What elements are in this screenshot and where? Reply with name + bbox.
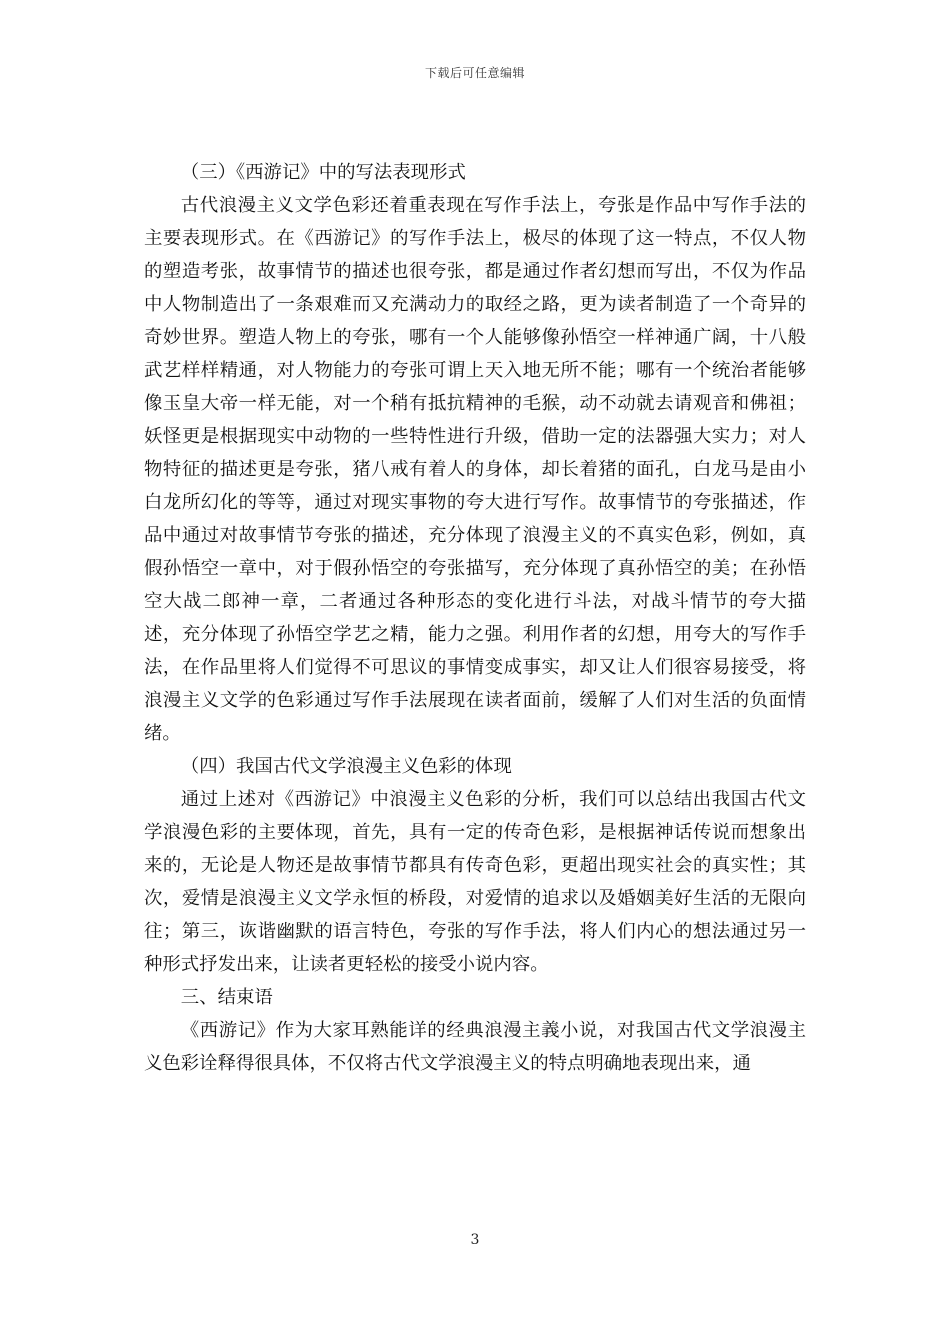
paragraph-conclusion: 《西游记》作为大家耳熟能详的经典浪漫主義小说，对我国古代文学浪漫主义色彩诠释得很具体，不仅将古代文学浪漫主义的特点明确地表现出来，通	[144, 1020, 806, 1074]
section-heading-4: （四）我国古代文学浪漫主义色彩的体现	[180, 756, 512, 777]
paragraph-writing-techniques: 古代浪漫主义文学色彩还着重表现在写作手法上，夸张是作品中写作手法的主要表现形式。在《西游记》的写作手法上，极尽的体现了这一特点，不仅人物的塑造考张，故事情节的描述也很夸张，都是通过作者幻想而写出，不仅为作品中人物制造出了一条艰难而又充满动力的取经之路，更为读者制造了一个奇异的奇妙世界。塑造人物上的夸张，哪有一个人能够像孙悟空一样神通广阔，十八般武艺样样精通，对人物能力的夸张可谓上天入地无所不能；哪有一个统治者能够像玉皇大帝一样无能，对一个稍有抵抗精神的毛猴，动不动就去请观音和佛祖；妖怪更是根据现实中动物的一些特性进行升级，借助一定的法器强大实力；对人物特征的描述更是夸张，猪八戒有着人的身体，却长着猪的面孔，白龙马是由小白龙所幻化的等等，通过对现实事物的夸大进行写作。故事情节的夸张描述，作品中通过对故事情节夸张的描述，充分体现了浪漫主义的不真实色彩，例如，真假孙悟空一章中，对于假孙悟空的夸张描写，充分体现了真孙悟空的美；在孙悟空大战二郎神一章，二者通过各种形态的变化进行斗法，对战斗情节的夸大描述，充分体现了孙悟空学艺之精，能力之强。利用作者的幻想，用夸大的写作手法，在作品里将人们觉得不可思议的事情变成事实，却又让人们很容易接受，将浪漫主义文学的色彩通过写作手法展现在读者面前，缓解了人们对生活的负面情绪。	[144, 195, 806, 744]
section-heading-3: （三）《西游记》中的写法表现形式	[180, 162, 466, 183]
document-body	[144, 156, 806, 1080]
page-header: 下载后可任意编辑	[424, 66, 525, 80]
paragraph-romanticism-summary: 通过上述对《西游记》中浪漫主义色彩的分析，我们可以总结出我国古代文学浪漫色彩的主要体现，首先，具有一定的传奇色彩，是根据神话传说而想象出来的，无论是人物还是故事情节都具有传奇色彩，更超出现实社会的真实性；其次，爱情是浪漫主义文学永恒的桥段，对爱情的追求以及婚姻美好生活的无限向往；第三，诙谐幽默的语言特色，夸张的写作手法，将人们内心的想法通过另一种形式抒发出来，让读者更轻松的接受小说内容。	[144, 789, 806, 975]
section-heading-conclusion: 三、结束语	[180, 987, 273, 1008]
page-number: 3	[470, 1232, 480, 1248]
